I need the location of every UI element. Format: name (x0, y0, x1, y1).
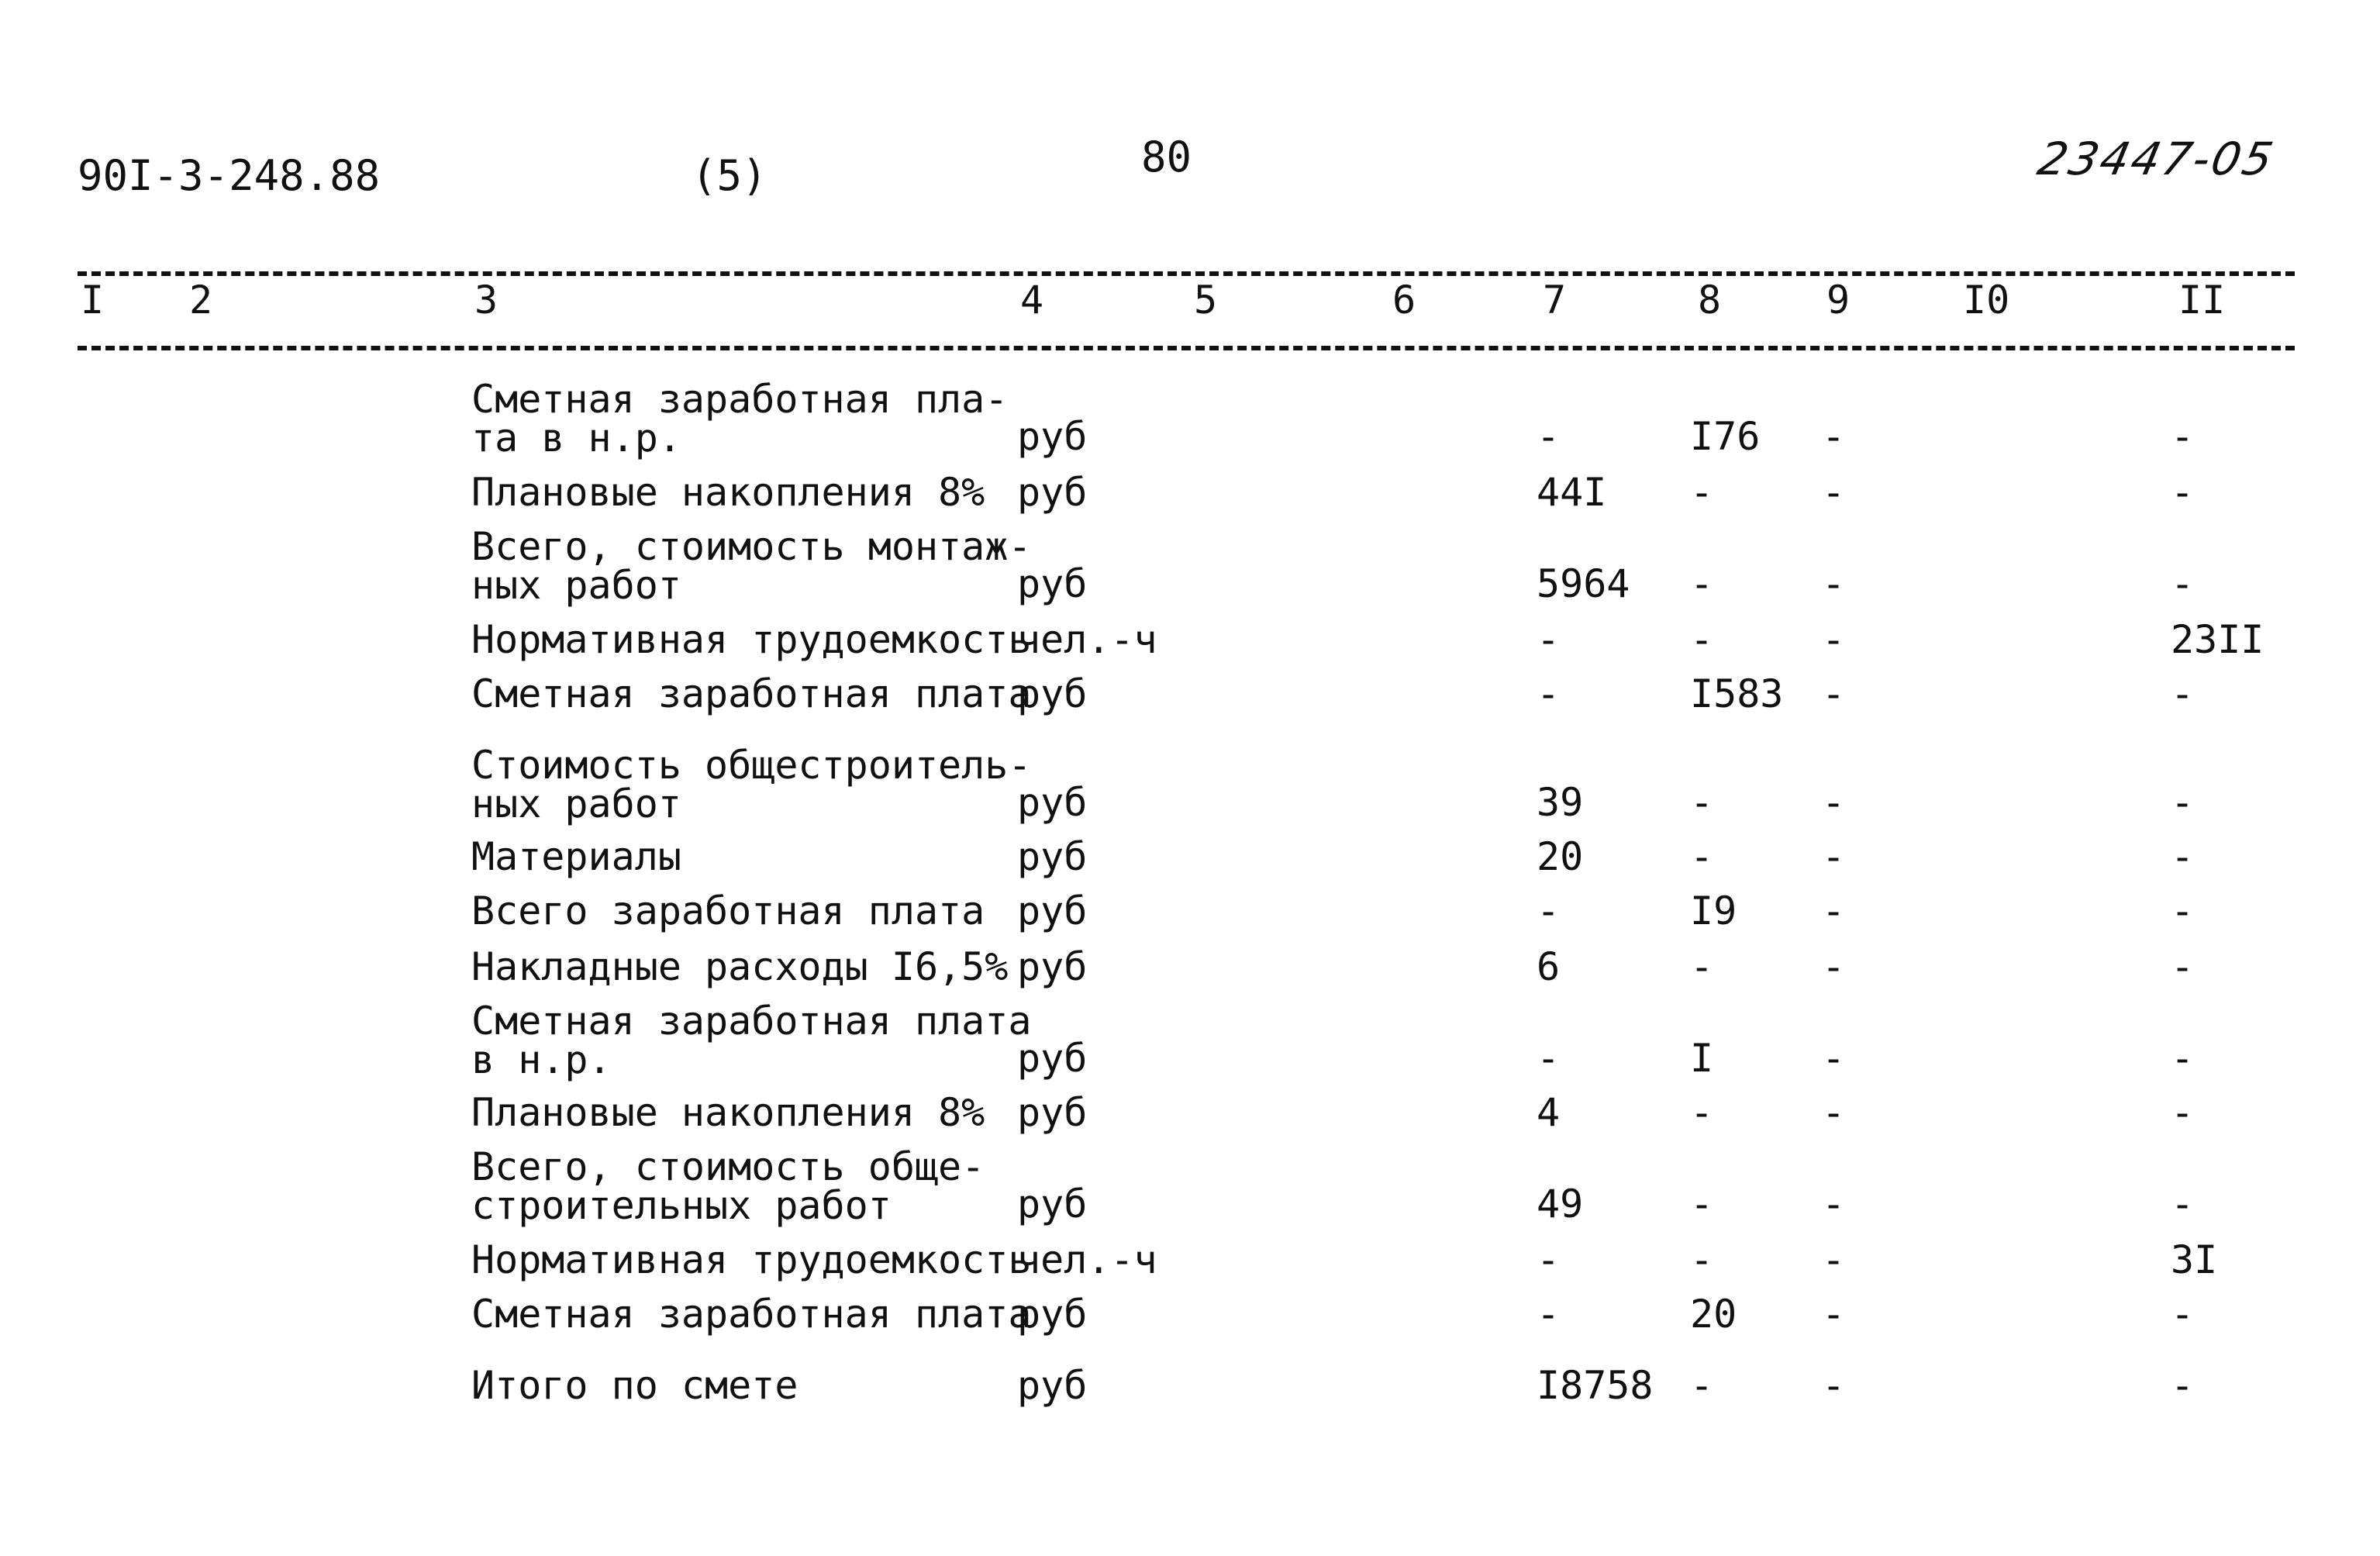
document-code: 90I-3-248.88 (78, 151, 381, 200)
table-row (0, 743, 2380, 826)
row-col9-value: - (1822, 780, 1846, 825)
row-item-name: Нормативная трудоемкость (471, 1237, 1032, 1282)
column-header-11: II (2178, 278, 2226, 323)
row-item-name: Материалы (471, 834, 681, 879)
row-col8-value: - (1690, 834, 1714, 879)
row-col9-value: - (1822, 617, 1846, 662)
row-col11-value: - (2171, 561, 2195, 606)
row-col8-value: - (1690, 1237, 1714, 1282)
row-unit: руб (1017, 944, 1088, 989)
row-col7-value: 44I (1537, 470, 1607, 515)
row-col11-value: - (2171, 888, 2195, 933)
row-unit: руб (1017, 1363, 1088, 1408)
row-item-name: Нормативная трудоемкость (471, 617, 1032, 662)
row-col7-value: - (1537, 414, 1561, 459)
row-col11-value: - (2171, 944, 2195, 989)
column-header-4: 4 (1020, 278, 1044, 323)
row-col9-value: - (1822, 470, 1846, 515)
row-col11-value: - (2171, 414, 2195, 459)
column-header-2: 2 (189, 278, 213, 323)
table-row (0, 834, 2380, 879)
row-col8-value: - (1690, 1182, 1714, 1227)
column-header-8: 8 (1698, 278, 1722, 323)
row-col7-value: 5964 (1537, 561, 1630, 606)
row-col8-value: I9 (1690, 888, 1737, 933)
row-col11-value: - (2171, 671, 2195, 716)
column-header-9: 9 (1826, 278, 1851, 323)
row-col7-value: - (1537, 1292, 1561, 1337)
row-item-name: Сметная заработная плата (471, 1292, 1032, 1337)
column-header-3: 3 (474, 278, 498, 323)
row-item-name: Накладные расходы I6,5% (471, 944, 1009, 989)
table-row (0, 671, 2380, 716)
row-item-name: Всего заработная плата (471, 888, 985, 933)
table-row (0, 377, 2380, 461)
row-item-name: Итого по смете (471, 1363, 799, 1408)
row-col8-value: - (1690, 470, 1714, 515)
row-item-name: Плановые накопления 8% (471, 1090, 985, 1135)
row-unit: руб (1017, 671, 1088, 716)
table-row (0, 944, 2380, 989)
row-unit: руб (1017, 470, 1088, 515)
table-row-total (0, 1363, 2380, 1408)
row-col7-value: 39 (1537, 780, 1584, 825)
row-col11-value: - (2171, 1182, 2195, 1227)
row-unit: чел.-ч (1017, 1237, 1157, 1282)
row-col9-value: - (1822, 1363, 1846, 1408)
row-col8-value: - (1690, 1363, 1714, 1408)
row-unit: руб (1017, 1292, 1088, 1337)
table-row (0, 1090, 2380, 1135)
row-col8-value: 20 (1690, 1292, 1737, 1337)
row-col7-value: - (1537, 1237, 1561, 1282)
row-col8-value: - (1690, 617, 1714, 662)
row-unit: чел.-ч (1017, 617, 1157, 662)
row-unit: руб (1017, 1182, 1088, 1227)
row-col7-value: 4 (1537, 1090, 1561, 1135)
row-col9-value: - (1822, 561, 1846, 606)
table-row (0, 999, 2380, 1082)
row-unit: руб (1017, 1090, 1088, 1135)
row-col8-value: - (1690, 780, 1714, 825)
row-col9-value: - (1822, 1292, 1846, 1337)
row-unit: руб (1017, 414, 1088, 459)
table-row (0, 888, 2380, 933)
table-row (0, 470, 2380, 515)
row-col11-value: - (2171, 780, 2195, 825)
row-col8-value: I583 (1690, 671, 1784, 716)
row-col9-value: - (1822, 1237, 1846, 1282)
row-col11-value: - (2171, 1036, 2195, 1081)
row-item-name: Плановые накопления 8% (471, 470, 985, 515)
row-item-name: Стоимость общестроитель- ных работ (471, 743, 1032, 826)
row-col9-value: - (1822, 1182, 1846, 1227)
row-col7-value: 20 (1537, 834, 1584, 879)
row-col7-value: 49 (1537, 1182, 1584, 1227)
row-col11-value: - (2171, 1363, 2195, 1408)
row-unit: руб (1017, 780, 1088, 825)
row-col9-value: - (1822, 671, 1846, 716)
row-col8-value: I76 (1690, 414, 1761, 459)
row-col7-value: I8758 (1537, 1363, 1654, 1408)
row-col7-value: - (1537, 1036, 1561, 1081)
row-item-name: Сметная заработная плата в н.р. (471, 999, 1032, 1082)
row-col8-value: - (1690, 944, 1714, 989)
row-col9-value: - (1822, 414, 1846, 459)
row-col11-value: - (2171, 470, 2195, 515)
row-col7-value: 6 (1537, 944, 1561, 989)
row-col8-value: - (1690, 1090, 1714, 1135)
row-col11-value: 23II (2171, 617, 2264, 662)
row-col8-value: - (1690, 561, 1714, 606)
column-header-5: 5 (1194, 278, 1218, 323)
column-header-6: 6 (1392, 278, 1416, 323)
row-item-name: Всего, стоимость монтаж- ных работ (471, 524, 1032, 608)
table-row (0, 1292, 2380, 1337)
row-col7-value: - (1537, 888, 1561, 933)
row-col11-value: - (2171, 1292, 2195, 1337)
row-col9-value: - (1822, 944, 1846, 989)
row-item-name: Сметная заработная пла- та в н.р. (471, 377, 1009, 461)
row-unit: руб (1017, 834, 1088, 879)
row-col11-value: - (2171, 834, 2195, 879)
row-col8-value: I (1690, 1036, 1714, 1081)
row-unit: руб (1017, 561, 1088, 606)
column-header-1: I (81, 278, 105, 323)
row-col9-value: - (1822, 1036, 1846, 1081)
row-item-name: Сметная заработная плата (471, 671, 1032, 716)
row-item-name: Всего, стоимость обще- строительных работ (471, 1144, 985, 1228)
row-col11-value: 3I (2171, 1237, 2218, 1282)
row-col7-value: - (1537, 671, 1561, 716)
table-row (0, 1237, 2380, 1282)
row-col7-value: - (1537, 617, 1561, 662)
table-row (0, 617, 2380, 662)
sheet-number: (5) (692, 151, 767, 200)
row-col9-value: - (1822, 888, 1846, 933)
table-row (0, 1144, 2380, 1228)
row-unit: руб (1017, 1036, 1088, 1081)
table-row (0, 524, 2380, 608)
column-header-7: 7 (1543, 278, 1567, 323)
column-header-10: I0 (1963, 278, 2010, 323)
header-top-rule (78, 271, 2295, 276)
header-bottom-rule (78, 346, 2295, 350)
row-col9-value: - (1822, 1090, 1846, 1135)
handwritten-inventory-number: 23447-05 (2033, 133, 2280, 185)
page-number: 80 (1141, 133, 1192, 181)
row-unit: руб (1017, 888, 1088, 933)
row-col11-value: - (2171, 1090, 2195, 1135)
row-col9-value: - (1822, 834, 1846, 879)
